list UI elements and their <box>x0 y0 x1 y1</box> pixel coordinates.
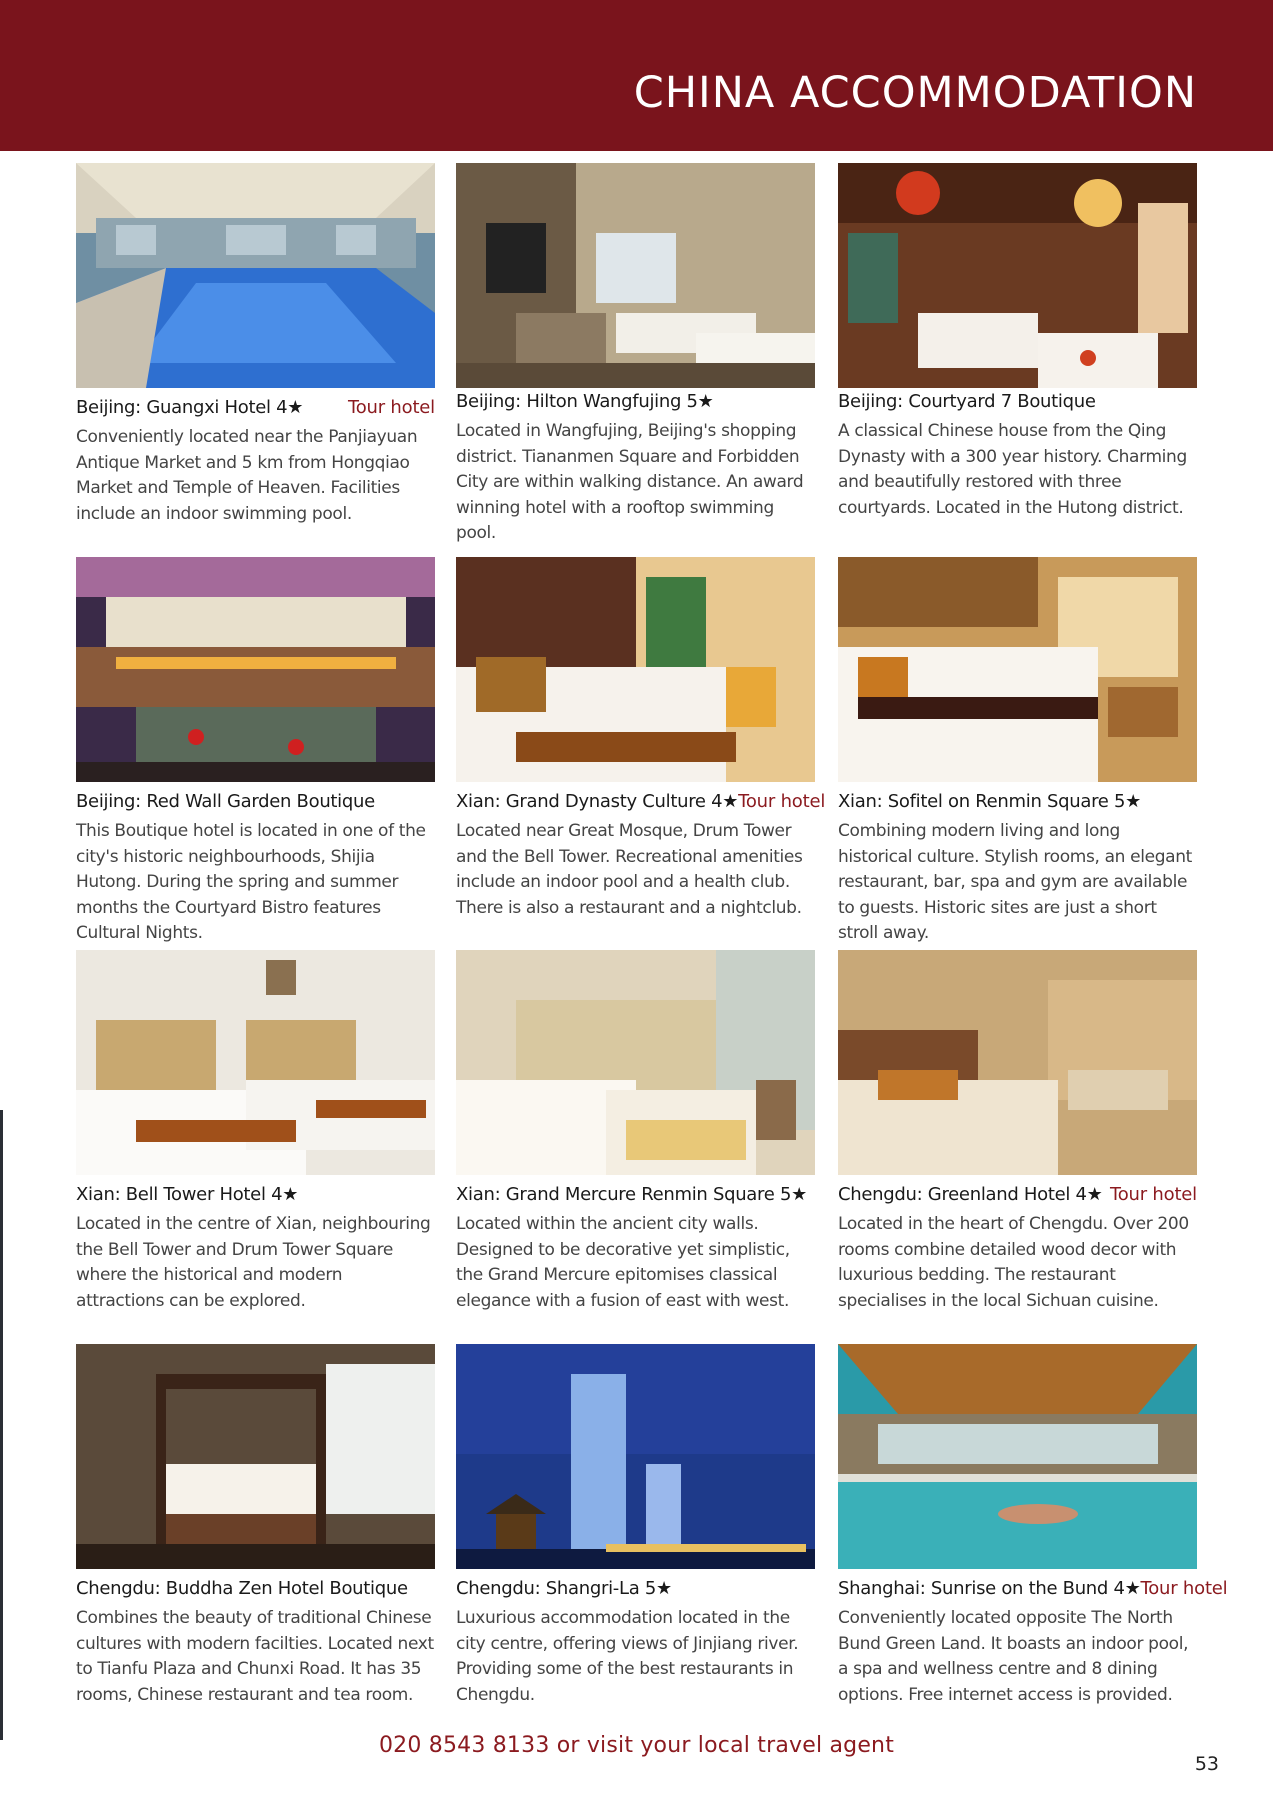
hotel-room-photo <box>456 163 815 388</box>
hotel-description: Located in the heart of Chengdu. Over 200 rooms combine detailed wood decor with luxurious bedding. The restaurant specialises in the local Sichuan cuisine. <box>838 1214 1189 1311</box>
hotel-heading <box>838 1184 1197 1210</box>
hotel-description: Located within the ancient city walls. Designed to be decorative yet simplistic, the Grand Mercure epitomises classical elegance with a fusion of east with west. <box>456 1214 790 1311</box>
indoor-pool-photo <box>76 163 435 388</box>
indoor-pool-photo <box>838 1344 1197 1569</box>
hotel-heading <box>838 791 1197 817</box>
contact-footer: 020 8543 8133 or visit your local travel agent <box>378 1733 895 1758</box>
hotel-description: Conveniently located opposite The North Bund Green Land. It boasts an indoor pool, a spa and wellness centre and 8 dining options. Free internet access is provided. <box>838 1608 1189 1705</box>
page-title: CHINA ACCOMMODATION <box>633 68 1197 118</box>
hotel-description: Combining modern living and long historical culture. Stylish rooms, an elegant restaurant, bar, spa and gym are available to guests. Historic sites are just a short stroll away. <box>838 821 1192 944</box>
hotel-heading <box>456 791 826 817</box>
night-skyline-photo <box>456 1344 815 1569</box>
hotel-room-photo <box>456 557 815 782</box>
hotel-heading <box>838 391 1197 417</box>
page-number: 53 <box>1194 1753 1219 1775</box>
hotel-name: Beijing: Courtyard 7 Boutique <box>838 391 1096 412</box>
hotel-heading <box>76 1578 435 1604</box>
hotel-name: Chengdu: Buddha Zen Hotel Boutique <box>76 1578 408 1599</box>
hotel-name: Beijing: Hilton Wangfujing 5★ <box>456 391 714 412</box>
hotel-name: Xian: Grand Mercure Renmin Square 5★ <box>456 1184 807 1205</box>
page-edge-strip <box>0 1110 3 1740</box>
tour-hotel-tag: Tour hotel <box>1109 1184 1197 1205</box>
hotel-description: Luxurious accommodation located in the city centre, offering views of Jinjiang river. Providing some of the best restaurants in Chengdu. <box>456 1608 799 1705</box>
hotel-room-photo <box>838 557 1197 782</box>
tour-hotel-tag: Tour hotel <box>1140 1578 1228 1599</box>
hotel-heading <box>76 791 435 817</box>
hotel-heading <box>76 1184 435 1210</box>
hotel-heading <box>76 397 435 423</box>
hotel-heading <box>456 391 815 417</box>
hotel-heading <box>456 1184 815 1210</box>
hotel-room-photo <box>838 950 1197 1175</box>
hotel-description: A classical Chinese house from the Qing Dynasty with a 300 year history. Charming and beautifully restored with three courtyards. Located in the Hutong district. <box>838 421 1187 518</box>
tour-hotel-tag: Tour hotel <box>347 397 435 418</box>
hotel-description: Located near Great Mosque, Drum Tower and the Bell Tower. Recreational amenities include an indoor pool and a health club. There is also a restaurant and a nightclub. <box>456 821 803 918</box>
hotel-name: Shanghai: Sunrise on the Bund 4★ <box>838 1578 1141 1599</box>
hotel-name: Xian: Grand Dynasty Culture 4★ <box>456 791 739 812</box>
tour-hotel-tag: Tour hotel <box>738 791 826 812</box>
hotel-description: Located in the centre of Xian, neighbouring the Bell Tower and Drum Tower Square where the historical and modern attractions can be explored. <box>76 1214 431 1311</box>
canopy-bed-photo <box>76 1344 435 1569</box>
courtyard-night-photo <box>76 557 435 782</box>
hotel-heading <box>456 1578 815 1604</box>
courtyard-dining-photo <box>838 163 1197 388</box>
hotel-name: Chengdu: Shangri-La 5★ <box>456 1578 672 1599</box>
hotel-description: This Boutique hotel is located in one of the city's historic neighbourhoods, Shijia Hutong. During the spring and summer months the Courtyard Bistro features Cultural Nights. <box>76 821 426 944</box>
twin-room-photo <box>76 950 435 1175</box>
hotel-name: Beijing: Red Wall Garden Boutique <box>76 791 375 812</box>
hotel-name: Beijing: Guangxi Hotel 4★ <box>76 397 304 418</box>
hotel-description: Conveniently located near the Panjiayuan Antique Market and 5 km from Hongqiao Market and Temple of Heaven. Facilities include an indoor swimming pool. <box>76 427 418 524</box>
header-banner <box>0 0 1273 151</box>
hotel-name: Xian: Sofitel on Renmin Square 5★ <box>838 791 1141 812</box>
hotel-name: Xian: Bell Tower Hotel 4★ <box>76 1184 299 1205</box>
twin-room-photo <box>456 950 815 1175</box>
hotel-description: Combines the beauty of traditional Chinese cultures with modern facilties. Located next to Tianfu Plaza and Chunxi Road. It has 35 rooms, Chinese restaurant and tea room. <box>76 1608 434 1705</box>
hotel-heading <box>838 1578 1228 1604</box>
hotel-description: Located in Wangfujing, Beijing's shopping district. Tiananmen Square and Forbidden City are within walking distance. An award winning hotel with a rooftop swimming pool. <box>456 421 804 544</box>
hotel-name: Chengdu: Greenland Hotel 4★ <box>838 1184 1103 1205</box>
